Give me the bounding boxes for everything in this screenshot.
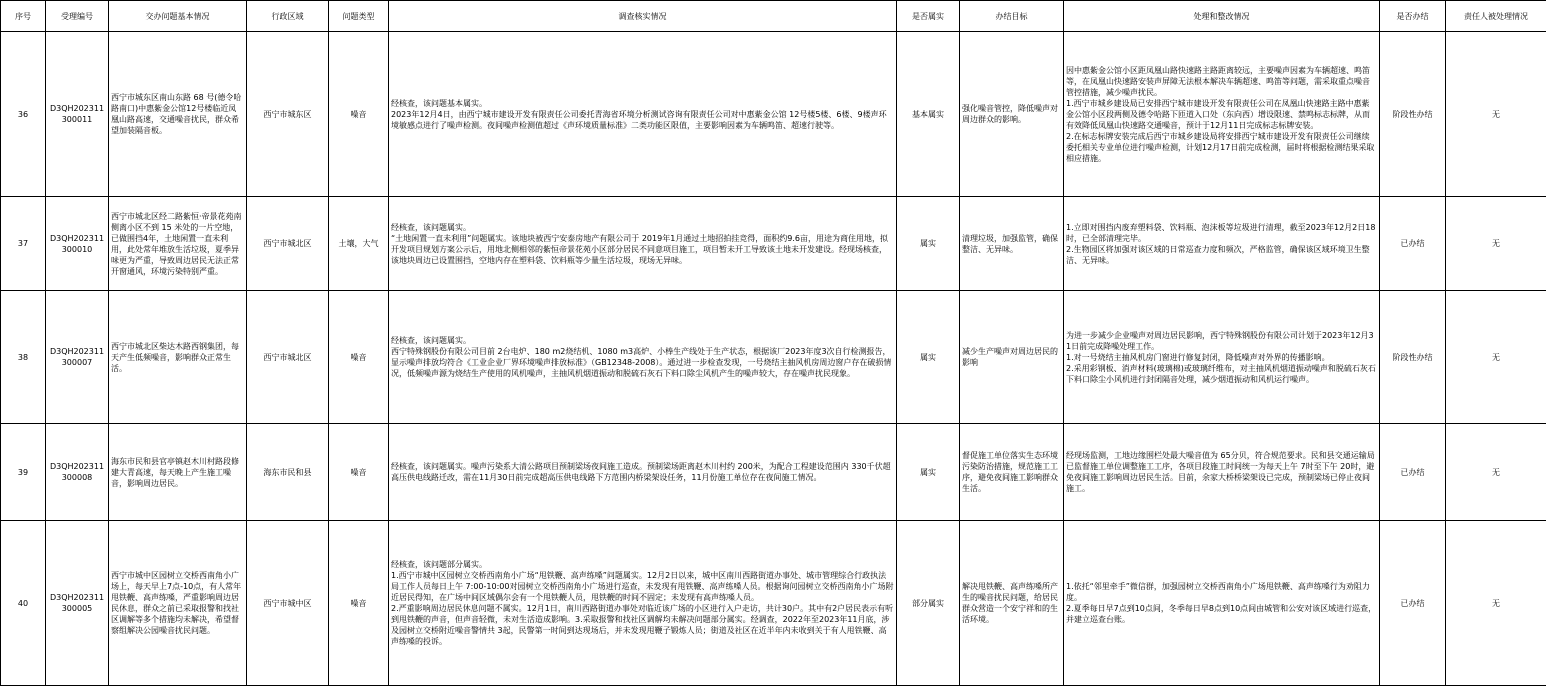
header-person: 责任人被处理情况 xyxy=(1446,1,1546,32)
cell-person: 无 xyxy=(1446,291,1546,424)
cell-id: D3QH202311300010 xyxy=(46,197,109,291)
table-row xyxy=(1,424,1546,521)
cell-issue: 西宁市城东区南山东路 68 号(德令哈路南口)中惠紫金公馆12号楼临近凤凰山路高速，交通噪音扰民，群众希望加装隔音板。 xyxy=(109,32,247,197)
cell-region: 西宁市城北区 xyxy=(247,291,329,424)
cell-region: 西宁市城东区 xyxy=(247,32,329,197)
cell-type: 噪音 xyxy=(329,32,389,197)
cell-handling: 1.立即对围挡内废弃塑料袋、饮料瓶、泡沫板等垃圾进行清理，截至2023年12月2日18时，已全部清理完毕。 2.生物园区将加强对该区域的日常巡查力度和频次，严格监管，确保该区域环境卫生整洁、无异味。 xyxy=(1064,197,1380,291)
cell-handling: 为进一步减少企业噪声对周边居民影响，西宁特殊钢股份有限公司计划于2023年12月31日前完成降噪处理工作。 1.对一号烧结主抽风机房门窗进行修复封闭，降低噪声对外界的传播影响。 2.采用彩钢板、消声材料(玻璃棉)或玻璃纤维布，对主抽风机烟道振动噪声和脱硫石灰石下料口除尘小风机进行封闭隔音处理，减少烟道振动和风机运行噪声。 xyxy=(1064,291,1380,424)
header-goal: 办结目标 xyxy=(960,1,1064,32)
cell-person: 无 xyxy=(1446,32,1546,197)
cell-investigation: 经核查，该问题属实。 西宁特殊钢股份有限公司目前 2台电炉、180 m2烧结机、1080 m3高炉、小棒生产线处于生产状态，根据该厂2023年度3次自行检测报告，显示噪声排放均符合《工业企业厂界环境噪声排放标准》（GB12348-2008）。通过进一步检查发现，一号烧结主抽风机房周边窗户存在破损情况，低频噪声源为烧结生产使用的风机噪声，主抽风机烟道振动和脱硫石灰石下料口除尘风机产生的噪声较大，存在噪声扰民现象。 xyxy=(389,291,897,424)
cell-truth: 部分属实 xyxy=(897,521,960,686)
header-handling: 处理和整改情况 xyxy=(1064,1,1380,32)
cell-person: 无 xyxy=(1446,197,1546,291)
cell-truth: 基本属实 xyxy=(897,32,960,197)
cell-goal: 督促施工单位落实生态环境污染防治措施，规范施工工序，避免夜间施工影响群众生活。 xyxy=(960,424,1064,521)
cell-id: D3QH202311300005 xyxy=(46,521,109,686)
cell-truth: 属实 xyxy=(897,291,960,424)
cell-region: 西宁市城北区 xyxy=(247,197,329,291)
header-investigation: 调查核实情况 xyxy=(389,1,897,32)
cell-seq: 38 xyxy=(1,291,46,424)
cell-investigation: 经核查，该问题属实。 “土地闲置一直未利用”问题属实。该地块被西宁安泰房地产有限公司于 2019年1月通过土地招拍挂竞得，面积约9.6亩，用途为商住用地，拟开发项目规划方案公示后，用地北侧相邻的紫恒帝景花苑小区部分居民不同意项目施工，项目暂未开工导致该土地未开发建设。经现场核查，该地块周边已设置围挡，空地内存在塑料袋、饮料瓶等少量生活垃圾，现场无异味。 xyxy=(389,197,897,291)
header-issue: 交办问题基本情况 xyxy=(109,1,247,32)
cell-goal: 减少生产噪声对周边居民的影响 xyxy=(960,291,1064,424)
cell-goal: 清理垃圾，加强监管，确保整洁、无异味。 xyxy=(960,197,1064,291)
header-done: 是否办结 xyxy=(1380,1,1446,32)
cell-done: 已办结 xyxy=(1380,197,1446,291)
header-id: 受理编号 xyxy=(46,1,109,32)
cell-done: 阶段性办结 xyxy=(1380,291,1446,424)
header-type: 问题类型 xyxy=(329,1,389,32)
table-row xyxy=(1,197,1546,291)
cell-seq: 36 xyxy=(1,32,46,197)
cell-handling: 经现场监测，工地边缘围栏处最大噪音值为 65分贝，符合规范要求。民和县交通运输局已监督施工单位调整施工工序，各项目段施工时间统一为每天上午 7时至下午 20时，避免夜间施工影响周边居民生活。目前，余家大桥桥梁架设已完成，预制梁场已停止夜间施工。 xyxy=(1064,424,1380,521)
cell-done: 已办结 xyxy=(1380,521,1446,686)
cell-truth: 属实 xyxy=(897,197,960,291)
cell-handling: 1.依托“邻里牵手”微信群，加强园树立交桥西南角小广场甩铁鞭、高声练嗓行为劝阻力度。 2.夏季每日早7点到10点间，冬季每日早8点到10点间由城管和公安对该区域进行巡查，并建立巡查台账。 xyxy=(1064,521,1380,686)
cell-region: 西宁市城中区 xyxy=(247,521,329,686)
header-truth: 是否属实 xyxy=(897,1,960,32)
header-seq: 序号 xyxy=(1,1,46,32)
table-row xyxy=(1,291,1546,424)
cell-goal: 解决甩铁鞭、高声练嗓所产生的噪音扰民问题，给居民群众营造一个安宁祥和的生活环境。 xyxy=(960,521,1064,686)
cell-id: D3QH202311300007 xyxy=(46,291,109,424)
cell-type: 噪音 xyxy=(329,424,389,521)
cell-handling: 因中惠紫金公馆小区距凤凰山路快速路主路距离较远，主要噪声因素为车辆超速、鸣笛等，在凤凰山快速路安装声屏障无法根本解决车辆超速、鸣笛等问题，需采取重点噪音管控措施，减少噪声扰民。 1.西宁市城乡建设局已安排西宁城市建设开发有限责任公司在凤凰山快速路主路中惠紫金公馆小区段两侧及德令哈路下匝道入口处（东向西）增设限速、禁鸣标志标牌，从而有效降低凤凰山快速路交通噪音，预计于12月11日完成标志标牌安装。 2.在标志标牌安装完成后西宁市城乡建设局将安排西宁城市建设开发有限责任公司继续委托相关专业单位进行噪声检测，计划12月17日前完成检测，届时将根据检测结果采取相应措施。 xyxy=(1064,32,1380,197)
cell-person: 无 xyxy=(1446,424,1546,521)
cell-investigation: 经核查，该问题属实。噪声污染系大清公路项目预制梁场夜间施工造成。预制梁场距离赵木川村约 200米，为配合工程建设范围内 330千伏超高压供电线路迁改，需在11月30日前完成超高压供电线路下方范围内桥梁架设任务，11月份施工单位存在夜间施工情况。 xyxy=(389,424,897,521)
cell-id: D3QH202311300008 xyxy=(46,424,109,521)
table-row xyxy=(1,521,1546,686)
cell-person: 无 xyxy=(1446,521,1546,686)
cell-done: 阶段性办结 xyxy=(1380,32,1446,197)
cell-investigation: 经核查，该问题基本属实。 2023年12月4日，由西宁城市建设开发有限责任公司委托青海省环境分析测试咨询有限责任公司对中惠紫金公馆 12号楼5楼、6楼、9楼声环境敏感点进行了噪声检测。夜间噪声检测值超过《声环境质量标准》二类功能区限值，主要影响因素为车辆鸣笛、超速行驶等。 xyxy=(389,32,897,197)
cell-issue: 西宁市城北区经二路紫恒·帝景花苑南侧离小区不到 15 米处的一片空地，已做围挡4年，土地闲置一直未利用，此处常年堆放生活垃圾，夏季异味更为严重，导致周边居民无法正常开窗通风，环境污染特别严重。 xyxy=(109,197,247,291)
cell-type: 噪音 xyxy=(329,521,389,686)
cell-issue: 西宁市城北区柴达木路西钢集团，每天产生低频噪音，影响群众正常生活。 xyxy=(109,291,247,424)
cell-done: 已办结 xyxy=(1380,424,1446,521)
cell-type: 土壤，大气 xyxy=(329,197,389,291)
cell-investigation: 经核查，该问题部分属实。 1.西宁市城中区园树立交桥西南角小广场“甩铁鞭、高声练嗓”问题属实。12月2日以来，城中区南川西路街道办事处、城市管理综合行政执法局工作人员每日上午 7:00-10:00对园树立交桥西南角小广场进行巡查，未发现有甩铁鞭、高声练嗓人员。根据询问园树立交桥西南角小广场附近居民得知，在广场中间区域偶尔会有一个甩铁鞭人员，甩铁鞭的时间不固定；未发现有高声练嗓人员。 2.严重影响周边居民休息问题不属实。12月1日，南川西路街道办事处对临近该广场的小区进行入户走访，共计30户。其中有2户居民表示有听到甩铁鞭的声音，但声音轻微，未对生活造成影响。3.采取报警和找社区调解均未解决问题部分属实。经调查，2022年至2023年11月底，涉及园树立交桥附近噪音警情共 3起，民警第一时间到达现场后，并未发现甩鞭子锻炼人员；街道及社区在近半年内未收到关于有人甩铁鞭、高声练嗓的投诉。 xyxy=(389,521,897,686)
table-row xyxy=(1,32,1546,197)
header-row xyxy=(1,1,1546,32)
cell-region: 海东市民和县 xyxy=(247,424,329,521)
cell-id: D3QH202311300011 xyxy=(46,32,109,197)
cell-issue: 海东市民和县官亭镇赵木川村路段修建大青高速，每天晚上产生施工噪音，影响周边居民。 xyxy=(109,424,247,521)
cell-seq: 37 xyxy=(1,197,46,291)
header-region: 行政区域 xyxy=(247,1,329,32)
cell-issue: 西宁市城中区园树立交桥西南角小广场上，每天早上7点-10点，有人常年甩铁鞭、高声练嗓，严重影响周边居民休息，群众之前已采取报警和找社区调解等多个措施均未解决，希望督察组解决公园噪音扰民问题。 xyxy=(109,521,247,686)
cell-seq: 39 xyxy=(1,424,46,521)
cell-type: 噪音 xyxy=(329,291,389,424)
cell-truth: 属实 xyxy=(897,424,960,521)
cell-seq: 40 xyxy=(1,521,46,686)
cell-goal: 强化噪音管控，降低噪声对周边群众的影响。 xyxy=(960,32,1064,197)
